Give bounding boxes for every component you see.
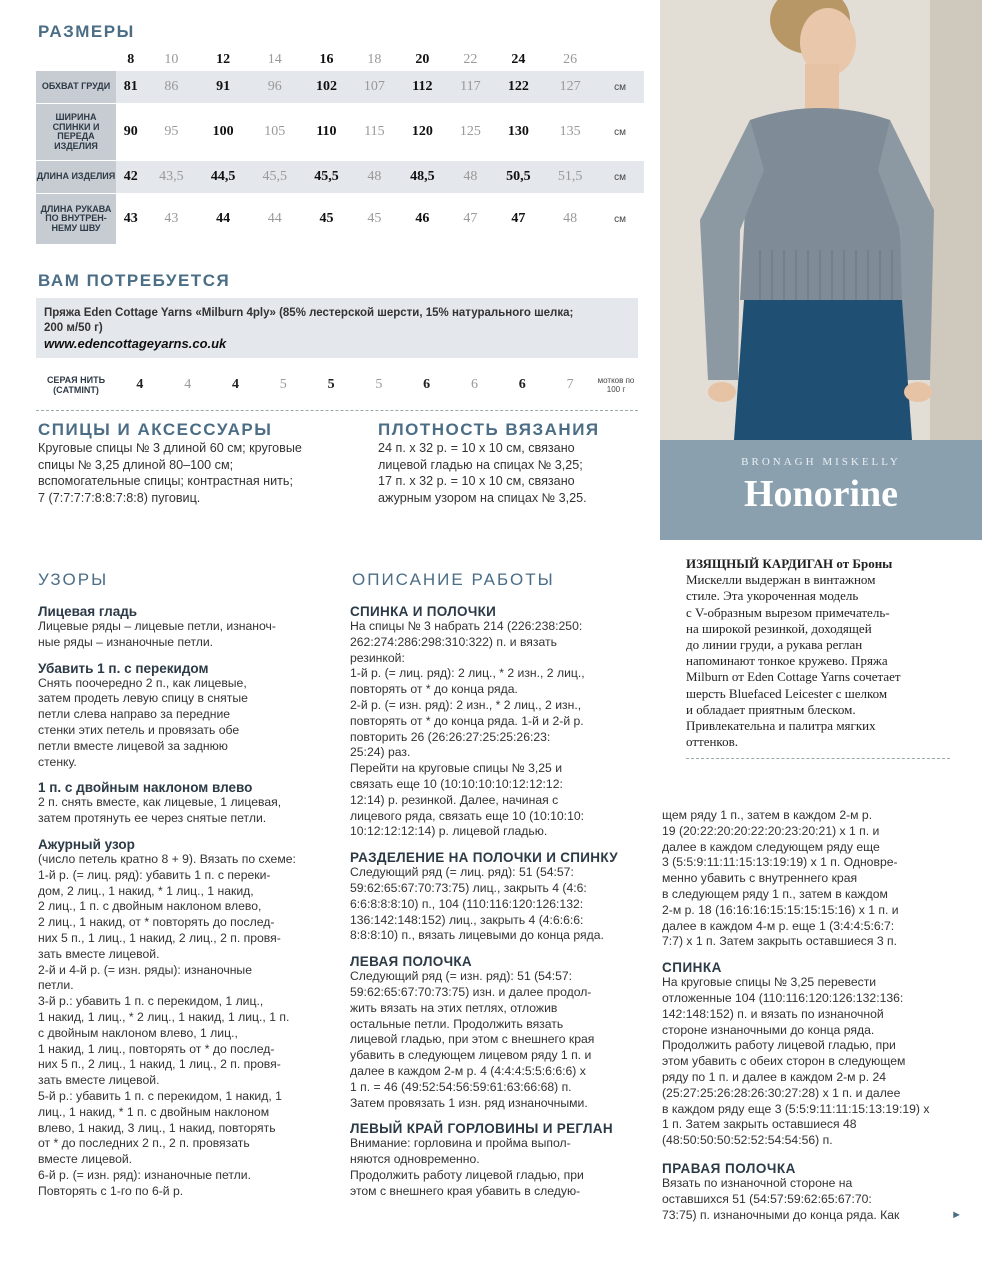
text-line: 10:12:12:12:14) р. лицевой гладью.: [350, 824, 548, 839]
amount-cell: 5: [327, 377, 335, 392]
text-line: них 5 п., 2 лиц., 1 накид, 1 лиц., 2 п. провя-: [38, 1057, 281, 1072]
text-line: На круговые спицы № 3,25 перевести: [662, 975, 877, 990]
text-line: Внимание: горловина и пройма выпол-: [350, 1136, 571, 1151]
table-cell: 44: [249, 194, 301, 245]
amount-cell: 4: [231, 377, 239, 392]
table-cell: 48: [448, 161, 492, 194]
pattern-heading: Ажурный узор: [38, 836, 135, 852]
size-header: 20: [397, 50, 449, 71]
unit-label: см: [596, 104, 644, 161]
yarn-line: 200 м/50 г): [44, 322, 103, 334]
table-cell: 115: [352, 104, 396, 161]
divider: [686, 758, 950, 759]
text-line: 1-й р. (= лиц. ряд): 2 лиц., * 2 изн., 2 лиц.,: [350, 666, 585, 681]
amount-cell: 7: [566, 377, 574, 392]
text-line: 2-й и 4-й р. (= изн. ряды): изнаночные: [38, 962, 252, 977]
text-line: 1-й р. (= лиц. ряд): убавить 1 п. с переки-: [38, 867, 271, 882]
table-cell: 45,5: [249, 161, 301, 194]
section-heading: РАЗДЕЛЕНИЕ НА ПОЛОЧКИ И СПИНКУ: [350, 850, 618, 866]
table-cell: 43: [116, 194, 146, 245]
text-line: зать вместе лицевой.: [38, 1073, 160, 1088]
text-line: на широкой резинкой, доходящей: [686, 620, 872, 636]
text-line: вместе лицевой.: [38, 1152, 133, 1167]
patterns-title: УЗОРЫ: [38, 570, 109, 589]
text-line: 1 п. = 46 (49:52:54:56:59:61:63:66:68) п.: [350, 1079, 572, 1094]
table-cell: 51,5: [544, 161, 596, 194]
row-label: ДЛИНА РУКАВА ПО ВНУТРЕН-НЕМУ ШВУ: [36, 194, 116, 245]
author-name: BRONAGH MISKELLY: [741, 456, 901, 468]
patterns-column: [38, 604, 338, 1200]
amount-cell: 4: [136, 377, 144, 392]
table-cell: 42: [116, 161, 146, 194]
table-cell: 91: [197, 71, 249, 104]
table-cell: 48: [352, 161, 396, 194]
text-line: 3-й р.: убавить 1 п. с перекидом, 1 лиц.,: [38, 994, 264, 1009]
table-cell: 45: [352, 194, 396, 245]
table-cell: 135: [544, 104, 596, 161]
text-line: стенки этих петель и провязать обе: [38, 722, 240, 737]
text-line: повторять от * до конца ряда. 1-й и 2-й р.: [350, 713, 584, 728]
unit-label: см: [596, 71, 644, 104]
table-row: [36, 161, 644, 194]
model-photo: [660, 0, 982, 440]
table-cell: 110: [301, 104, 353, 161]
text-line: Лицевые ряды – лицевые петли, изнаноч-: [38, 619, 276, 633]
amount-cell: 4: [184, 377, 192, 392]
text-line: 2-й р. (= изн. ряд): 2 изн., * 2 лиц., 2 изн.,: [350, 697, 582, 712]
need-title: ВАМ ПОТРЕБУЕТСЯ: [38, 271, 231, 290]
text-line: Продолжить работу лицевой гладью, при: [350, 1167, 584, 1182]
text-line: 25:24) раз.: [350, 745, 411, 760]
table-cell: 100: [197, 104, 249, 161]
text-line: Затем провязать 1 изн. ряд изнаночными.: [350, 1095, 588, 1110]
needles-title: СПИЦЫ И АКСЕССУАРЫ: [38, 420, 273, 439]
section-heading: СПИНКА И ПОЛОЧКИ: [350, 604, 497, 619]
text-line: Привлекательна и палитра мягких: [686, 718, 876, 734]
size-header: 22: [448, 50, 492, 71]
continue-arrow-icon: ►: [951, 1209, 962, 1222]
text-line: (число петель кратно 8 + 9). Вязать по схеме:: [38, 851, 296, 866]
text-line: Продолжить работу лицевой гладью, при: [662, 1038, 896, 1053]
text-line: 73:75) п. изнаночными до конца ряда. Как: [662, 1207, 900, 1222]
text-line: резинкой:: [350, 650, 405, 665]
text-line: них 5 п., 1 лиц., 1 накид, 2 лиц., 2 п. провя-: [38, 930, 281, 945]
gauge-title: ПЛОТНОСТЬ ВЯЗАНИЯ: [378, 420, 600, 439]
text-line: (48:50:50:50:52:52:54:54:56) п.: [662, 1133, 833, 1148]
size-header: 8: [116, 50, 146, 71]
text-line: связать еще 10 (10:10:10:10:12:12:12:: [350, 776, 563, 791]
pattern-title: Honorine: [743, 473, 899, 515]
sizes-header-row: [36, 50, 644, 71]
table-cell: 107: [352, 71, 396, 104]
table-cell: 95: [146, 104, 198, 161]
size-header: 26: [544, 50, 596, 71]
amount-cell: 5: [375, 377, 383, 392]
text-line: стенку.: [38, 754, 77, 769]
intro-text: [686, 556, 958, 750]
text-line: 1 накид, 1 лиц., повторять от * до послед-: [38, 1041, 275, 1056]
size-header: 10: [146, 50, 198, 71]
sizes-table: [36, 50, 644, 245]
text-line: 59:62:65:67:70:73:75) изн. и далее продол-: [350, 984, 592, 999]
divider: [36, 410, 638, 411]
text-line: этом убавить с обеих сторон в следующем: [662, 1054, 906, 1069]
table-cell: 48: [544, 194, 596, 245]
table-cell: 47: [448, 194, 492, 245]
amount-cell: 6: [518, 377, 526, 392]
text-line: (25:27:25:26:28:26:30:27:28) х 1 п. и далее: [662, 1085, 901, 1100]
text-line: 1 накид, 1 лиц., * 2 лиц., 1 накид, 1 лиц., 1 п.: [38, 1009, 290, 1024]
table-cell: 50,5: [493, 161, 545, 194]
text-line: 2-м р. 18 (16:16:16:15:15:15:15:16) х 1 п. и: [662, 902, 899, 917]
amount-unit: мотков по 100 г: [597, 376, 635, 394]
text-line: далее в каждом 2-м р. 4 (4:4:4:5:5:6:6:6) х: [350, 1063, 586, 1078]
unit-label: см: [596, 161, 644, 194]
table-cell: 45,5: [301, 161, 353, 194]
text-line: остальные петли. Продолжить вязать: [350, 1016, 564, 1031]
text-line: 24 п. х 32 р. = 10 х 10 см, связано: [378, 441, 575, 455]
text-line: с V-образным вырезом примечатель-: [686, 604, 890, 620]
text-line: 8:8:8:10) п., вязать лицевыми до конца ряда.: [350, 928, 604, 943]
needles-text: [38, 440, 358, 506]
text-line: 17 п. х 32 р. = 10 х 10 см, связано: [378, 474, 575, 489]
text-line: Круговые спицы № 3 длиной 60 см; круговые: [38, 441, 302, 455]
size-header: 24: [493, 50, 545, 71]
table-cell: 47: [493, 194, 545, 245]
text-line: оттенков.: [686, 734, 738, 750]
text-line: 7:7) х 1 п. Затем закрыть оставшиеся 3 п.: [662, 934, 897, 949]
table-cell: 125: [448, 104, 492, 161]
right-column: [662, 808, 962, 1223]
unit-label: см: [596, 194, 644, 245]
text-line: ажурным узором на спицах № 3,25.: [378, 490, 587, 505]
table-cell: 117: [448, 71, 492, 104]
text-line: Следующий ряд (= изн. ряд): 51 (54:57:: [350, 969, 573, 984]
text-line: в каждом ряду еще 3 (5:5:9:11:11:15:13:19:19) х: [662, 1101, 930, 1116]
text-line: 2 п. снять вместе, как лицевые, 1 лицевая,: [38, 795, 282, 810]
size-header: 14: [249, 50, 301, 71]
title-banner: [660, 440, 982, 540]
table-row: [36, 71, 644, 104]
text-line: лицевой гладью на спицах № 3,25;: [378, 457, 583, 472]
text-line: 19 (20:22:20:20:22:20:23:20:21) х 1 п. и: [662, 823, 880, 838]
yarn-box: [36, 298, 638, 358]
row-label: ШИРИНА СПИНКИ И ПЕРЕДА ИЗДЕЛИЯ: [36, 104, 116, 161]
table-cell: 122: [493, 71, 545, 104]
text-line: 12:14) р. резинкой. Далее, начиная с: [350, 792, 559, 807]
text-line: лиц., 1 накид, * 1 п. с двойным наклоном: [38, 1104, 270, 1119]
size-header: 12: [197, 50, 249, 71]
pattern-heading: Убавить 1 п. с перекидом: [38, 660, 209, 676]
text-line: от * до последних 2 п., 2 п. провязать: [38, 1136, 250, 1151]
yarn-amount-table: [36, 362, 638, 408]
table-cell: 46: [397, 194, 449, 245]
yarn-url-link[interactable]: www.edencottageyarns.co.uk: [44, 336, 227, 351]
table-cell: 102: [301, 71, 353, 104]
text-line: 136:142:148:152) лиц., закрыть 4 (4:6:6:6:: [350, 912, 584, 927]
text-line: Milburn от Eden Cottage Yarns сочетает: [686, 669, 901, 685]
section-heading: ПРАВАЯ ПОЛОЧКА: [662, 1160, 796, 1176]
text-line: 7 (7:7:7:7:8:8:7:8:8) пуговиц.: [38, 490, 201, 505]
table-cell: 96: [249, 71, 301, 104]
yarn-line: Пряжа Eden Cottage Yarns «Milburn 4ply» (85% лестерской шерсти, 15% натурального шелка;: [44, 307, 574, 319]
text-line: до линии груди, а рукава реглан: [686, 637, 863, 653]
amount-cell: 6: [470, 377, 478, 392]
text-line: петли вместе лицевой за заднюю: [38, 738, 228, 753]
text-line: щем ряду 1 п., затем в каждом 2-м р.: [662, 808, 873, 822]
text-line: вспомогательные спицы; контрастная нить;: [38, 474, 293, 489]
text-line: стиле. Эта укороченная модель: [686, 588, 859, 604]
text-line: стороне изнаночными до конца ряда.: [662, 1022, 875, 1037]
work-column: [350, 604, 650, 1200]
table-cell: 127: [544, 71, 596, 104]
table-cell: 86: [146, 71, 198, 104]
text-line: няются одновременно.: [350, 1152, 480, 1167]
row-label: ОБХВАТ ГРУДИ: [36, 71, 116, 104]
text-line: шерсть Bluefaced Leicester с шелком: [686, 685, 888, 701]
text-line: менно убавить с внутреннего края: [662, 871, 858, 886]
table-row: [36, 104, 644, 161]
text-line: Мискелли выдержан в винтажном: [686, 572, 876, 588]
table-cell: 43: [146, 194, 198, 245]
text-line: 142:148:152) п. и вязать по изнаночной: [662, 1006, 884, 1021]
text-line: дом, 2 лиц., 1 накид, * 1 лиц., 1 накид,: [38, 883, 254, 898]
text-line: ряду по 1 п. и далее в каждом 2-м р. 24: [662, 1069, 887, 1084]
text-line: жить вязать на этих петлях, отложив: [350, 1000, 558, 1015]
text-line: повторить 26 (26:26:27:25:25:26:23:: [350, 729, 551, 744]
text-line: Следующий ряд (= лиц. ряд): 51 (54:57:: [350, 865, 574, 880]
text-line: влево, 1 накид, 3 лиц., 1 накид, повторять: [38, 1120, 276, 1135]
text-line: этом с внешнего края убавить в следую-: [350, 1183, 581, 1198]
text-line: убавить в следующем лицевом ряду 1 п. и: [350, 1048, 592, 1063]
text-line: Вязать по изнаночной стороне на: [662, 1175, 853, 1190]
table-cell: 120: [397, 104, 449, 161]
amount-cell: 6: [423, 377, 431, 392]
text-line: далее в каждом следующем ряду еще: [662, 839, 880, 854]
text-line: 59:62:65:67:70:73:75) лиц., закрыть 4 (4:6:: [350, 880, 587, 895]
table-cell: 45: [301, 194, 353, 245]
text-line: 2 лиц., 1 п. с двойным наклоном влево,: [38, 899, 262, 914]
table-cell: 105: [249, 104, 301, 161]
text-line: Перейти на круговые спицы № 3,25 и: [350, 761, 562, 776]
text-line: лицевого ряда, связать еще 10 (10:10:10:: [350, 808, 585, 823]
table-cell: 130: [493, 104, 545, 161]
text-line: 2 лиц., 1 накид, от * повторять до послед-: [38, 915, 275, 930]
work-title: ОПИСАНИЕ РАБОТЫ: [352, 570, 555, 589]
table-cell: 43,5: [146, 161, 198, 194]
color-label: СЕРАЯ НИТЬ (CATMINT): [46, 375, 106, 395]
table-row: [36, 194, 644, 245]
text-line: ИЗЯЩНЫЙ КАРДИГАН от Броны: [686, 556, 893, 571]
pattern-heading: 1 п. с двойным наклоном влево: [38, 780, 253, 796]
text-line: затем продеть левую спицу в снятые: [38, 691, 248, 706]
text-line: повторять от * до конца ряда.: [350, 682, 518, 697]
text-line: затем протянуть ее через снятые петли.: [38, 811, 267, 826]
sizes-title: РАЗМЕРЫ: [38, 22, 135, 41]
text-line: напоминают тонкое кружево. Пряжа: [686, 653, 888, 669]
text-line: оставшихся 51 (54:57:59:62:65:67:70:: [662, 1191, 872, 1206]
text-line: 5-й р.: убавить 1 п. с перекидом, 1 накид, 1: [38, 1088, 282, 1103]
text-line: лицевой гладью, при этом с внешнего края: [350, 1032, 595, 1047]
table-cell: 112: [397, 71, 449, 104]
section-heading: ЛЕВАЯ ПОЛОЧКА: [350, 954, 472, 970]
size-header: 18: [352, 50, 396, 71]
text-line: с двойным наклоном влево, 1 лиц.,: [38, 1025, 238, 1040]
text-line: 1 п. Затем закрыть оставшиеся 48: [662, 1117, 857, 1132]
text-line: 6:6:8:8:8:10) п., 104 (110:116:120:126:132:: [350, 896, 584, 911]
text-line: Снять поочередно 2 п., как лицевые,: [38, 675, 247, 690]
text-line: спицы № 3,25 длиной 80–100 см;: [38, 457, 234, 472]
table-cell: 44: [197, 194, 249, 245]
table-cell: 44,5: [197, 161, 249, 194]
text-line: зать вместе лицевой.: [38, 946, 160, 961]
text-line: На спицы № 3 набрать 214 (226:238:250:: [350, 619, 583, 633]
text-line: Повторять с 1-го по 6-й р.: [38, 1183, 184, 1198]
text-line: далее в каждом 4-м р. еще 1 (3:4:4:5:6:7:: [662, 918, 895, 933]
text-line: отложенные 104 (110:116:120:126:132:136:: [662, 990, 904, 1005]
text-line: и обладает приятным блеском.: [686, 701, 856, 717]
size-header: 16: [301, 50, 353, 71]
table-cell: 81: [116, 71, 146, 104]
text-line: 3 (5:5:9:11:11:15:13:19:19) х 1 п. Одновре-: [662, 855, 898, 870]
text-line: петли слева направо за передние: [38, 707, 231, 722]
section-heading: СПИНКА: [662, 960, 722, 976]
row-label: ДЛИНА ИЗДЕЛИЯ: [36, 161, 116, 194]
model-illustration: [660, 0, 982, 440]
text-line: петли.: [38, 978, 74, 993]
table-cell: 48,5: [397, 161, 449, 194]
section-heading: ЛЕВЫЙ КРАЙ ГОРЛОВИНЫ И РЕГЛАН: [350, 1121, 613, 1137]
text-line: 6-й р. (= изн. ряд): изнаночные петли.: [38, 1167, 251, 1182]
gauge-text: [378, 440, 648, 506]
text-line: ные ряды – изнаночные петли.: [38, 634, 214, 649]
text-line: 262:274:286:298:310:322) п. и вязать: [350, 634, 557, 649]
pattern-heading: Лицевая гладь: [38, 604, 138, 619]
amount-cell: 5: [279, 377, 287, 392]
text-line: в следующем ряду 1 п., затем в каждом: [662, 886, 888, 901]
table-cell: 90: [116, 104, 146, 161]
